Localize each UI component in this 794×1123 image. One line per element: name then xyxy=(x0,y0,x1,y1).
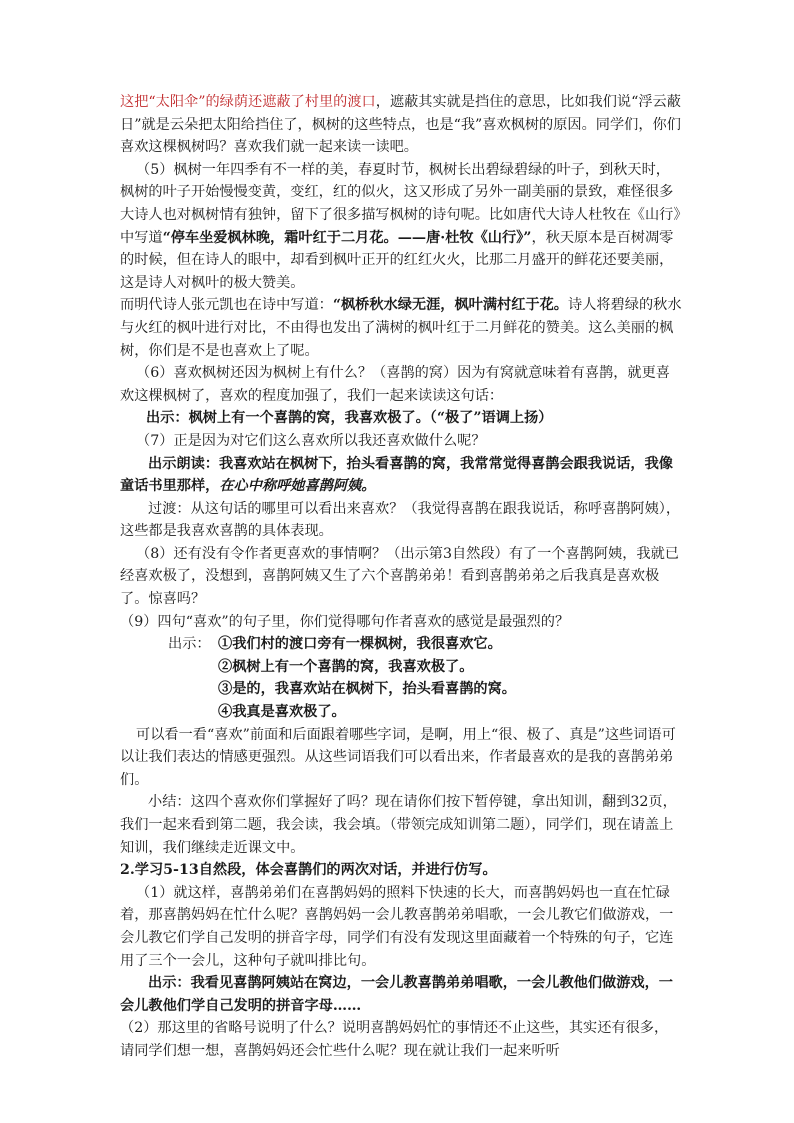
paragraph-7: （7）正是因为对它们这么喜欢所以我还喜欢做什么呢？ xyxy=(136,432,486,449)
spacer xyxy=(168,656,218,679)
text-red-quote: “太阳伞” xyxy=(148,94,206,110)
paragraph-6: （6）喜欢枫树还因为枫树上有什么？（喜鹊的窝）因为有窝就意味着有喜鹊，就更喜欢这棵枫树了，喜欢的程度加强了，我们一起来读读这句话： xyxy=(120,365,670,404)
show-sentence-1: 出示：枫树上有一个喜鹊的窝，我喜欢极了。（“极了”语调上扬） xyxy=(146,410,553,427)
list-item: ④我真是喜欢极了。 xyxy=(218,704,346,721)
spacer xyxy=(168,701,218,724)
paragraph-5 xyxy=(120,159,682,295)
text: ，秋天原本是百树凋零的时候，但在诗人的眼中，却看到枫叶正开的红红火火，比那二月盛开的鲜花还要美丽，这是诗人对枫叶的极大赞美。 xyxy=(120,229,674,291)
text: ，遮蔽其实就是挡住的意思，比如我们说“浮云蔽日”就是云朵把太阳给挡住了，枫树的这些特点，也是“我”喜欢枫树的原因。同学们，你们喜欢这棵枫树吗？喜欢我们就一起来读一读吧。 xyxy=(120,94,681,156)
text: 诗人将碧绿的秋水与火红的枫叶进行对比，不由得也发出了满树的枫叶红于二月鲜花的赞美。这么美丽的枫树，你们是不是也喜欢上了呢。 xyxy=(120,297,682,359)
paragraph-9: （9）四句“喜欢”的句子里，你们觉得哪句作者喜欢的感觉是最强烈的？ xyxy=(120,613,570,630)
show-list-row xyxy=(168,701,682,724)
paragraph-analysis: 可以看一看“喜欢”前面和后面跟着哪些字词，是啊，用上“很、极了、真是”这些词语可以让我们表达的情感更强烈。从这些词语我们可以看出来，作者最喜欢的是我的喜鹊弟弟们。 xyxy=(120,726,676,788)
text: 而明代诗人张元凯也在诗中写道： xyxy=(120,297,333,314)
text-red: 这把 xyxy=(120,94,149,110)
show-reading xyxy=(120,453,682,498)
poem-quote: “枫桥秋水绿无涯，枫叶满村红于花。 xyxy=(332,297,568,314)
lesson-text xyxy=(120,91,682,1063)
text-red: 的绿荫还遮蔽了村里的渡口 xyxy=(205,94,376,110)
text-italic: 在心中称呼她喜鹊阿姨。 xyxy=(219,478,376,495)
paragraph-poem-zhang xyxy=(120,294,682,362)
list-item: ②枫树上有一个喜鹊的窝，我喜欢极了。 xyxy=(218,658,474,675)
paragraph-13: （1）就这样，喜鹊弟弟们在喜鹊妈妈的照料下快速的长大，而喜鹊妈妈也一直在忙碌着，那喜鹊妈妈在忙什么呢？喜鹊妈妈一会儿教喜鹊弟弟唱歌，一会儿教它们做游戏，一会儿教它们学自己发明的拼音字母，同学们有没有发现这里面藏着一个特殊的句子，它连用了三个一会儿，这种句子就叫排比句。 xyxy=(120,884,674,969)
show-list-row xyxy=(168,678,682,701)
transition-paragraph: 过渡：从这句话的哪里可以看出来喜欢？（我觉得喜鹊在跟我说话，称呼喜鹊阿姨），这些都是我喜欢喜鹊的具体表现。 xyxy=(120,500,681,540)
paragraph-14: （2）那这里的省略号说明了什么？说明喜鹊妈妈忙的事情还不止这些，其实还有很多，请同学们想一想，喜鹊妈妈还会忙些什么呢？现在就让我们一起来听听 xyxy=(120,1020,669,1059)
text: 出示朗读：我喜欢站在枫树下，抬头看喜鹊的窝，我常常觉得喜鹊会跟我说话，我像童话书里那样， xyxy=(120,455,673,495)
summary-paragraph: 小结：这四个喜欢你们掌握好了吗？现在请你们按下暂停键，拿出知训，翻到32页，我们一起来看到第二题，我会读，我会填。（带领完成知训第二题），同学们，现在请盖上知训，我们继续走近课文中。 xyxy=(120,794,677,856)
paragraph-maple-shade xyxy=(120,91,682,159)
section-heading-2: 2.学习5-13自然段，体会喜鹊们的两次对话，并进行仿写。 xyxy=(120,862,497,879)
show-sentence-2: 出示：我看见喜鹊阿姨站在窝边，一会儿教喜鹊弟弟唱歌，一会儿教他们做游戏，一会儿教他们学自己发明的拼音字母…… xyxy=(120,975,673,1014)
show-list-row xyxy=(168,656,682,679)
spacer xyxy=(168,678,218,701)
show-list-row xyxy=(168,633,682,656)
show-list xyxy=(120,633,682,723)
poem-quote: “停车坐爱枫林晚，霜叶红于二月花。——唐·杜牧《山行》” xyxy=(162,229,532,246)
list-item: ③是的，我喜欢站在枫树下，抬头看喜鹊的窝。 xyxy=(218,681,516,698)
paragraph-8: （8）还有没有令作者更喜欢的事情啊？（出示第3自然段）有了一个喜鹊阿姨，我就已经喜欢极了，没想到，喜鹊阿姨又生了六个喜鹊弟弟！看到喜鹊弟弟之后我真是喜欢极了。惊喜吗？ xyxy=(120,545,679,608)
show-label: 出示： xyxy=(168,636,211,653)
text: （5）枫树一年四季有不一样的美，春夏时节，枫树长出碧绿碧绿的叶子，到秋天时，枫树的叶子开始慢慢变黄，变红，红的似火，这又形成了另外一副美丽的景致，难怪很多大诗人也对枫树情有独钟，留下了很多描写枫树的诗句呢。比如唐代大诗人杜牧在《山行》中写道 xyxy=(120,161,681,246)
list-item: ①我们村的渡口旁有一棵枫树，我很喜欢它。 xyxy=(218,636,502,653)
